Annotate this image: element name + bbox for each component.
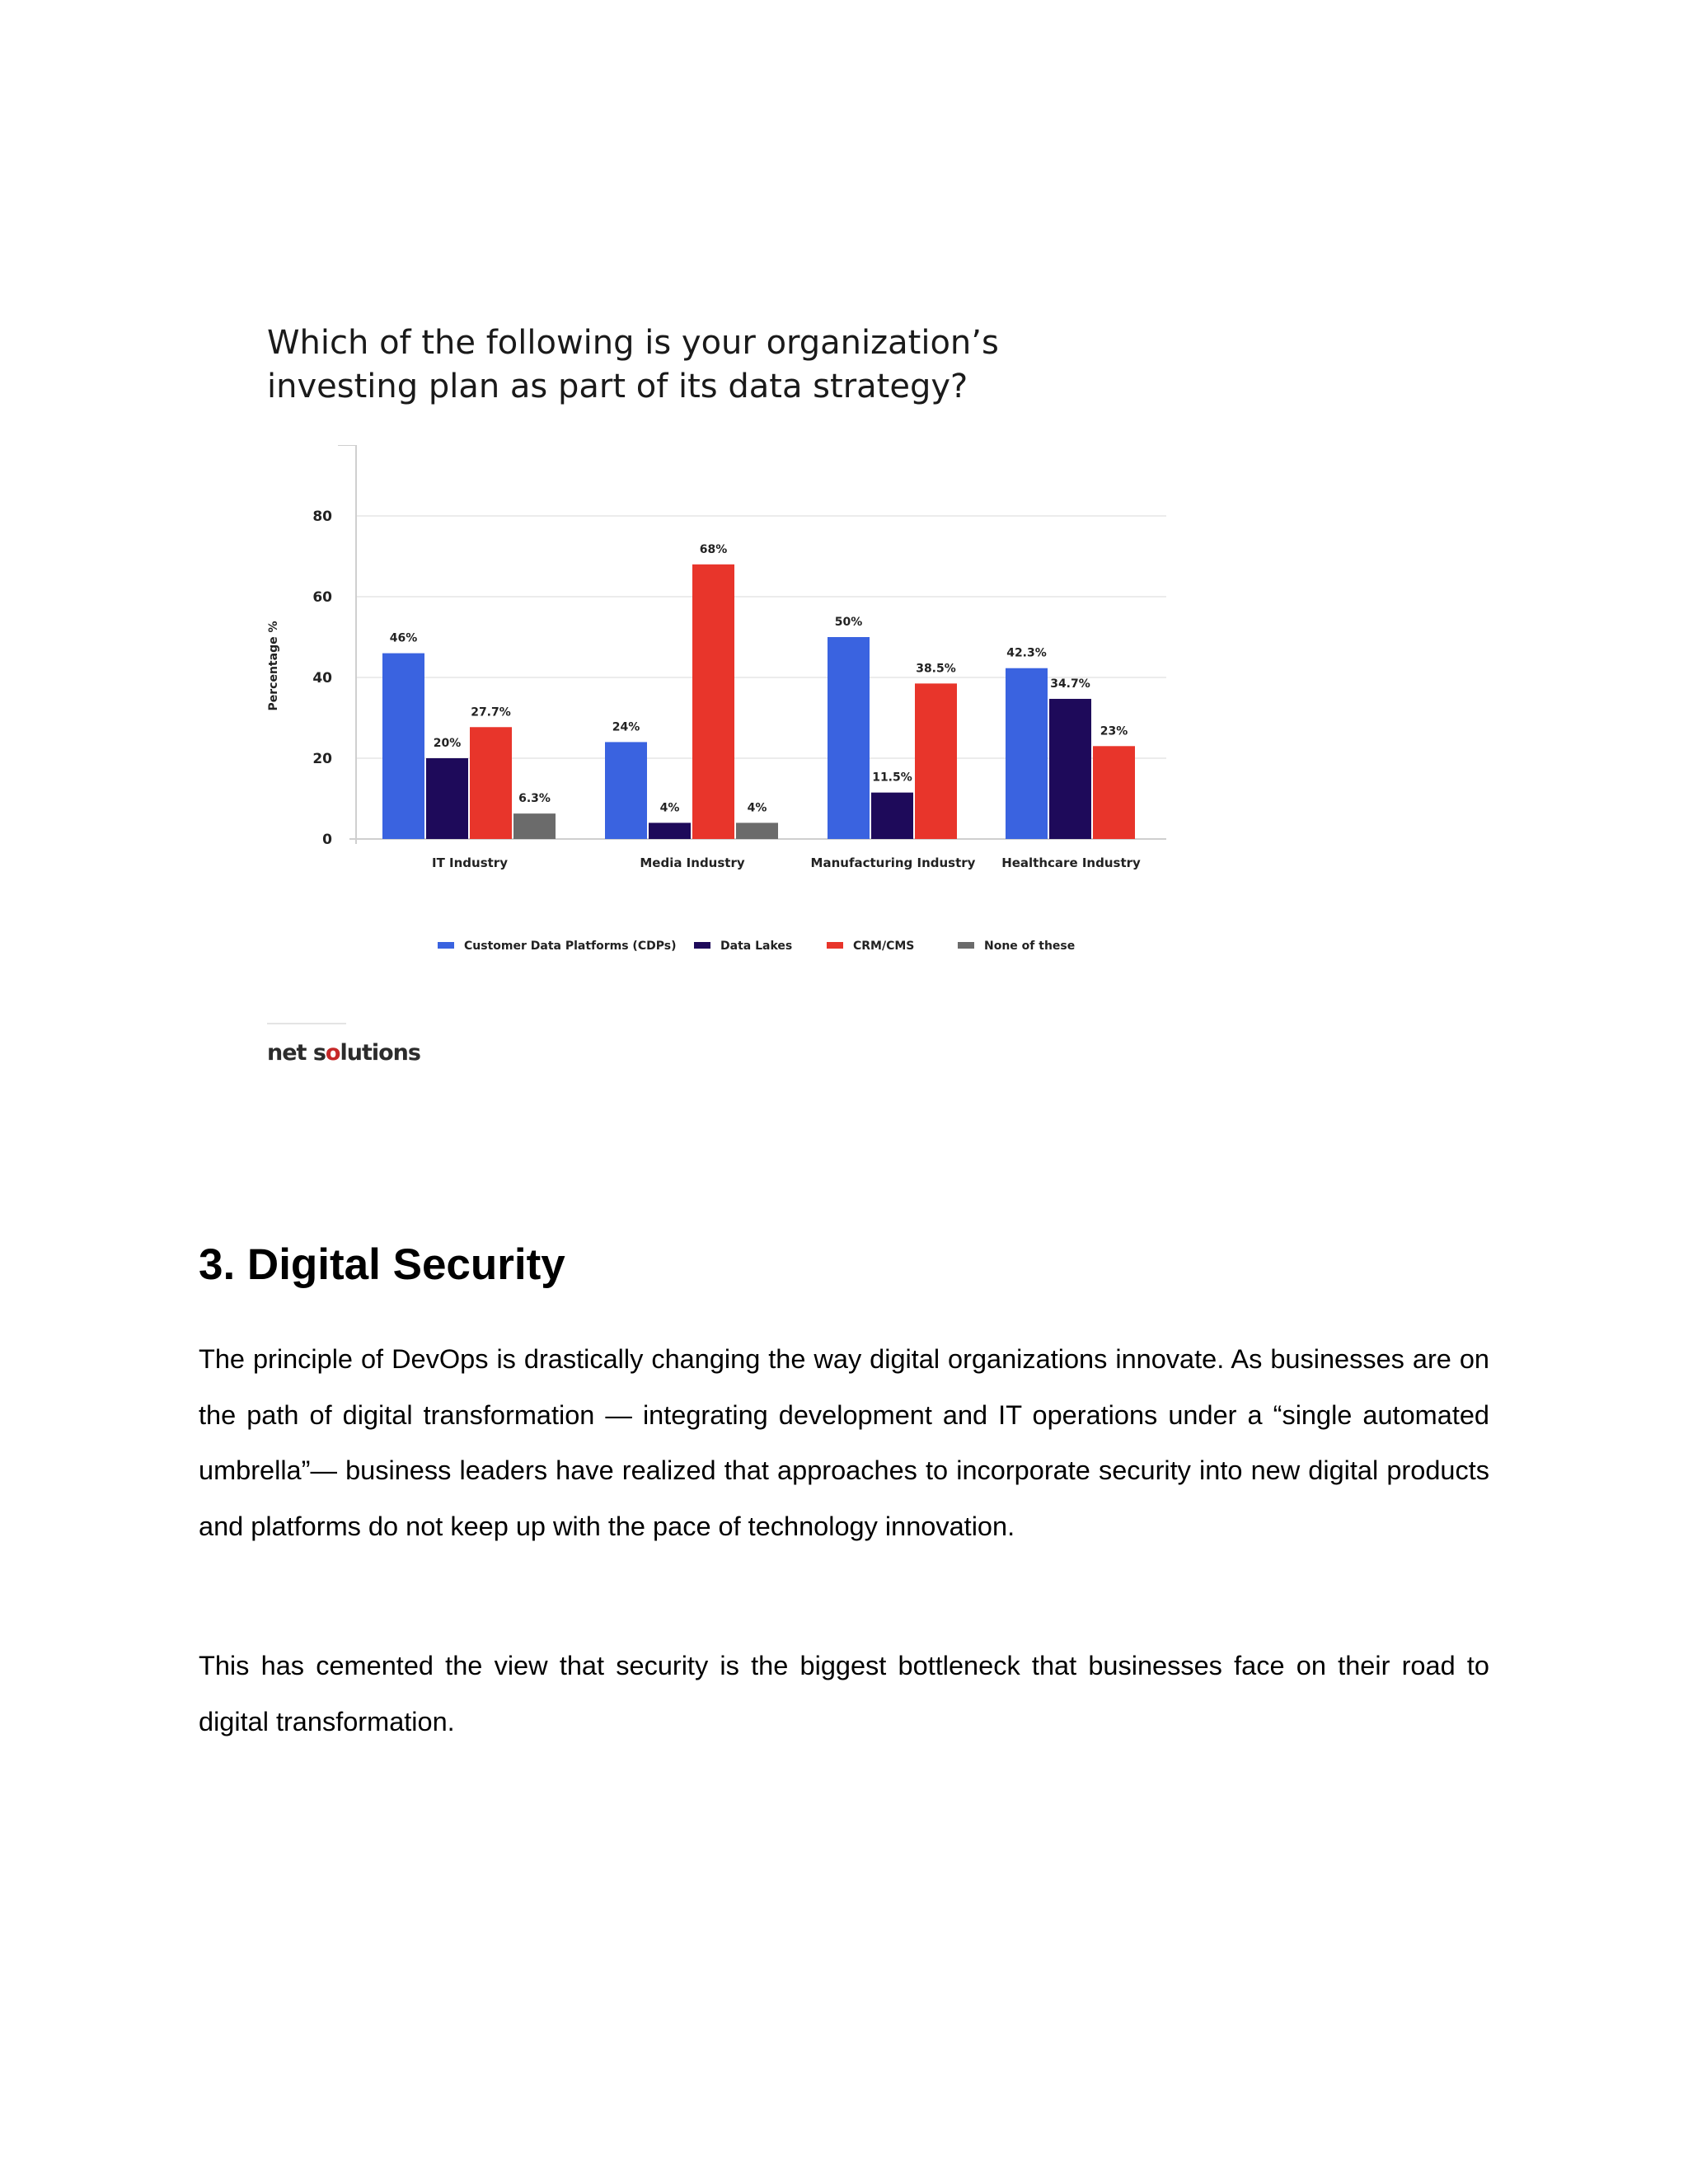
chart-title: [267, 321, 1091, 409]
y-tick-label: 60: [312, 589, 332, 606]
bar-value-label: 46%: [389, 631, 418, 645]
chart-title-line-1: Which of the following is your organization’s: [267, 324, 999, 362]
bar: [1049, 699, 1091, 839]
bar-value-label: 42.3%: [1006, 646, 1047, 660]
bar-value-label: 24%: [612, 720, 640, 734]
logo-text-suffix: lutions: [340, 1040, 420, 1066]
legend-swatch: [958, 942, 974, 949]
bar-value-label: 23%: [1100, 724, 1128, 738]
bar: [605, 742, 647, 839]
chart-title-line-2: investing plan as part of its data strategy?: [267, 368, 968, 405]
bar: [828, 637, 870, 839]
x-category-label: IT Industry: [432, 855, 508, 870]
body-paragraph-1: The principle of DevOps is drastically changing the way digital organizations innovate. As businesses are on the path of digital transformation — integrating development and IT operations under a “single automated umbrella”— business leaders have realized that approaches to incorporate security into new digital products and platforms do not keep up with the pace of technology innovation.: [199, 1344, 1489, 1542]
bar-value-label: 50%: [834, 616, 863, 629]
legend-swatch: [694, 942, 710, 949]
bar-value-label: 68%: [699, 542, 728, 556]
bar-value-label: 27.7%: [471, 705, 511, 719]
y-axis-label: Percentage %: [267, 621, 280, 711]
x-category-label: Healthcare Industry: [1001, 855, 1141, 870]
bar-value-label: 20%: [433, 737, 462, 750]
bar-value-label: 6.3%: [518, 792, 551, 806]
bar-chart: [247, 445, 1187, 972]
bar: [382, 654, 424, 839]
bar: [426, 758, 468, 839]
bar-value-label: 4%: [659, 801, 680, 815]
legend-label: None of these: [984, 940, 1076, 953]
y-tick-label: 40: [312, 670, 332, 687]
survey-chart-figure: [247, 321, 1187, 1080]
bar: [1093, 746, 1135, 839]
net-solutions-logo: [267, 1040, 420, 1066]
legend-label: Data Lakes: [720, 940, 793, 953]
logo-text-accent: o: [325, 1040, 340, 1066]
y-tick-label: 80: [312, 509, 332, 525]
logo-divider: [267, 1023, 346, 1024]
legend-swatch: [827, 942, 843, 949]
body-paragraph-2: This has cemented the view that security is the biggest bottleneck that businesses face on their road to digital transformation.: [199, 1651, 1489, 1736]
x-category-label: Media Industry: [640, 855, 745, 870]
bar: [736, 823, 778, 839]
bar: [915, 683, 957, 839]
bar: [649, 823, 691, 839]
bar-value-label: 34.7%: [1050, 677, 1090, 691]
x-category-label: Manufacturing Industry: [810, 855, 976, 870]
bar: [513, 813, 556, 839]
legend-label: CRM/CMS: [853, 940, 915, 953]
section-heading: 3. Digital Security: [199, 1240, 565, 1289]
bar: [871, 793, 913, 839]
bar-value-label: 4%: [747, 801, 767, 815]
legend-label: Customer Data Platforms (CDPs): [464, 940, 677, 953]
bar: [1006, 668, 1048, 839]
bar-value-label: 11.5%: [872, 771, 912, 785]
bar: [470, 727, 512, 839]
bar: [692, 565, 734, 839]
y-tick-label: 0: [322, 832, 332, 848]
bar-value-label: 38.5%: [916, 662, 956, 676]
logo-text-prefix: net s: [267, 1040, 326, 1066]
legend-swatch: [438, 942, 454, 949]
y-tick-label: 20: [312, 751, 332, 767]
